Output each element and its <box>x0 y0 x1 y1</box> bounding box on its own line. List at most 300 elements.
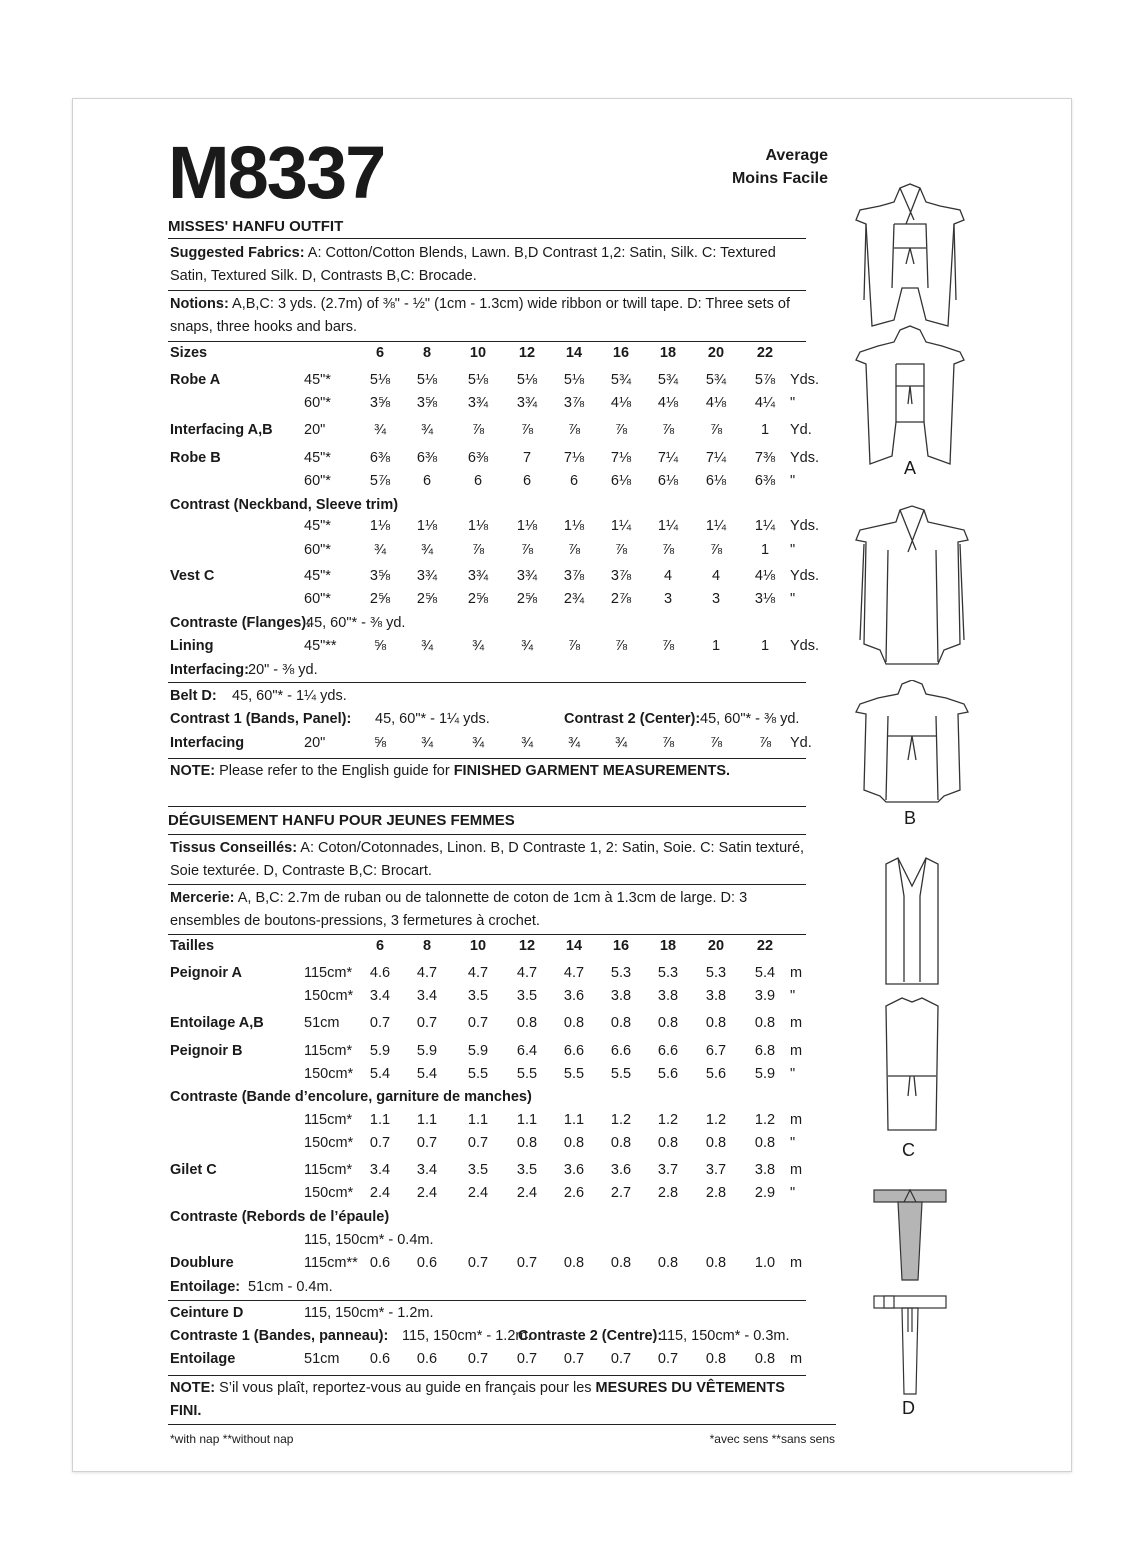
unit: m <box>790 1255 803 1271</box>
yardage-value: 1.1 <box>563 1112 585 1128</box>
fabric-width: 150cm* <box>304 1185 354 1201</box>
yardage-value: 2¾ <box>563 591 585 607</box>
difficulty-level <box>732 144 828 190</box>
unit: " <box>790 473 796 489</box>
yardage-value: ⅞ <box>567 638 581 654</box>
yardage-value: 6 <box>422 473 432 489</box>
yardage-row <box>0 1112 1140 1134</box>
note-bold: FINISHED GARMENT MEASUREMENTS. <box>453 763 731 779</box>
contrast1-label: Contraste 1 (Bandes, panneau): <box>170 1328 389 1344</box>
yardage-value: 6⅜ <box>467 450 489 466</box>
yardage-value: 1.0 <box>754 1255 776 1271</box>
yardage-value: 0.8 <box>705 1351 727 1367</box>
yardage-value: 2.4 <box>369 1185 391 1201</box>
yardage-value: ⅞ <box>567 542 581 558</box>
yardage-row <box>0 988 1140 1010</box>
yardage-value: 3.6 <box>610 1162 632 1178</box>
yardage-value: 3.5 <box>467 1162 489 1178</box>
fabric-width: 115cm* <box>304 1162 353 1178</box>
yardage-value: 0.7 <box>657 1351 679 1367</box>
fabric-width: 60"* <box>304 473 331 489</box>
yardage-value: 3⅞ <box>610 568 632 584</box>
unit: " <box>790 542 796 558</box>
yardage-value: 3.5 <box>516 1162 538 1178</box>
yardage-value: ⅞ <box>709 735 723 751</box>
sizes-header-row <box>0 938 1140 960</box>
yardage-value: 0.7 <box>369 1135 391 1151</box>
yardage-value: 6 <box>473 473 483 489</box>
fabric-width: 60"* <box>304 542 331 558</box>
yardage-value: ⅞ <box>661 422 675 438</box>
yardage-value: 0.8 <box>563 1255 585 1271</box>
yardage-value: 4⅛ <box>657 395 679 411</box>
yardage-value: 0.7 <box>369 1015 391 1031</box>
yardage-value: 0.8 <box>563 1135 585 1151</box>
unit: " <box>790 988 796 1004</box>
fabric-width: 150cm* <box>304 1135 354 1151</box>
belt-value: 45, 60"* - 1¼ yds. <box>232 688 347 704</box>
yardage-value: 5.6 <box>705 1066 727 1082</box>
yardage-value: 3¾ <box>467 568 489 584</box>
yardage-value: 3¾ <box>516 568 538 584</box>
fabric-width: 20" <box>304 735 326 751</box>
unit: m <box>790 1043 803 1059</box>
yardage-value: 4⅛ <box>705 395 727 411</box>
yardage-value: 5⅛ <box>416 372 438 388</box>
divider <box>168 341 806 342</box>
yardage-value: 4.7 <box>416 965 438 981</box>
view-d-label: D <box>902 1398 915 1418</box>
yardage-value: 3.4 <box>369 1162 391 1178</box>
yardage-value: ¾ <box>471 638 485 654</box>
yardage-value: ⅞ <box>661 542 675 558</box>
fabric-width: 20" - ⅜ yd. <box>248 662 318 678</box>
yardage-value: 7⅜ <box>754 450 776 466</box>
yardage-value: 3.9 <box>754 988 776 1004</box>
fabric-width: 115cm* <box>304 965 353 981</box>
yardage-value: 3.4 <box>416 988 438 1004</box>
yardage-value: 5¾ <box>610 372 632 388</box>
yardage-value: 6.6 <box>610 1043 632 1059</box>
yardage-value: 6 <box>522 473 532 489</box>
yardage-value: 1.2 <box>657 1112 679 1128</box>
yardage-value: 0.8 <box>705 1135 727 1151</box>
belt-label: Belt D: <box>170 688 217 704</box>
yardage-row <box>0 1135 1140 1157</box>
yardage-value: 6⅜ <box>416 450 438 466</box>
note-text: S’il vous plaît, reportez-vous au guide en français pour les <box>219 1380 592 1396</box>
yardage-value: 1.2 <box>754 1112 776 1128</box>
yardage-value: 5.5 <box>467 1066 489 1082</box>
fabric-width: 45"** <box>304 638 337 654</box>
view-d-front-illustration <box>870 1186 950 1286</box>
yardage-value: 1.1 <box>369 1112 391 1128</box>
yardage-value: 5.9 <box>754 1066 776 1082</box>
note-en <box>170 760 810 783</box>
interfacing-label: Entoilage <box>170 1351 236 1367</box>
fabric-width: 60"* <box>304 591 331 607</box>
yardage-value: 0.7 <box>610 1351 632 1367</box>
fabric-width: 20" <box>304 422 326 438</box>
yardage-value: 0.7 <box>416 1135 438 1151</box>
yardage-value: 1⅛ <box>563 518 585 534</box>
yardage-value: 6.8 <box>754 1043 776 1059</box>
unit: m <box>790 1015 803 1031</box>
yardage-value: 0.7 <box>467 1135 489 1151</box>
yardage-value: ⅞ <box>709 542 723 558</box>
yardage-value: 5¾ <box>705 372 727 388</box>
fabric-width: 45"* <box>304 450 331 466</box>
yardage-value: 6⅛ <box>610 473 632 489</box>
yardage-value: 4⅛ <box>754 568 776 584</box>
yardage-value: 1 <box>760 542 770 558</box>
yardage-value: 5⅞ <box>754 372 776 388</box>
row-label: Contrast (Neckband, Sleeve trim) <box>170 497 399 513</box>
fabrics-label: Suggested Fabrics: <box>170 245 305 261</box>
yardage-value: 5⅛ <box>516 372 538 388</box>
divider <box>168 1424 836 1425</box>
yardage-value: 3.5 <box>467 988 489 1004</box>
contrast2-value: 115, 150cm* - 0.3m. <box>660 1328 790 1344</box>
row-label: Contraste (Bande d’encolure, garniture de manches) <box>170 1089 532 1105</box>
unit: Yds. <box>790 568 820 584</box>
yardage-value: ⅞ <box>661 735 675 751</box>
yardage-value: ¾ <box>373 422 387 438</box>
yardage-value: 0.8 <box>754 1351 776 1367</box>
yardage-value: 0.6 <box>369 1255 391 1271</box>
yardage-value: ⅞ <box>520 542 534 558</box>
yardage-value: 0.8 <box>657 1015 679 1031</box>
size-18: 18 <box>659 345 677 361</box>
yardage-value: 1¼ <box>657 518 679 534</box>
yardage-row <box>0 1209 1140 1231</box>
yardage-value: 0.8 <box>657 1135 679 1151</box>
yardage-value: 1 <box>711 638 721 654</box>
row-label: Entoilage A,B <box>170 1015 264 1031</box>
yardage-value: 3.4 <box>416 1162 438 1178</box>
divider <box>168 1375 806 1376</box>
footnote-fr: *avec sens **sans sens <box>709 1432 835 1446</box>
unit: " <box>790 1066 796 1082</box>
yardage-value: 0.7 <box>563 1351 585 1367</box>
section-title-fr: DÉGUISEMENT HANFU POUR JEUNES FEMMES <box>168 812 515 829</box>
yardage-row <box>0 1015 1140 1037</box>
view-c-back-illustration <box>880 996 944 1134</box>
fabrics-label: Tissus Conseillés: <box>170 840 298 856</box>
row-label: Contraste (Flanges): <box>170 615 311 631</box>
yardage-value: 2⅝ <box>369 591 391 607</box>
row-label: Entoilage: <box>170 1279 241 1295</box>
row-label: Interfacing: <box>170 662 249 678</box>
yardage-value: 3.7 <box>705 1162 727 1178</box>
size-20: 20 <box>707 938 725 954</box>
unit: " <box>790 591 796 607</box>
yardage-value: 5⅛ <box>369 372 391 388</box>
yardage-value: 0.8 <box>754 1015 776 1031</box>
unit: " <box>790 1185 796 1201</box>
divider <box>168 934 806 935</box>
row-label: Robe B <box>170 450 221 466</box>
interfacing-row <box>0 1351 1140 1373</box>
yardage-value: 5.4 <box>369 1066 391 1082</box>
belt-label: Ceinture D <box>170 1305 244 1321</box>
yardage-value: 5¾ <box>657 372 679 388</box>
yardage-row <box>0 1089 1140 1111</box>
sizes-label: Tailles <box>170 938 215 954</box>
yardage-value: ¾ <box>420 422 434 438</box>
yardage-value: ¾ <box>471 735 485 751</box>
yardage-value: 7¼ <box>705 450 727 466</box>
size-12: 12 <box>518 345 536 361</box>
size-16: 16 <box>612 345 630 361</box>
yardage-value: 4.7 <box>467 965 489 981</box>
yardage-value: 0.7 <box>467 1351 489 1367</box>
contrast1-value: 115, 150cm* - 1.2m. <box>402 1328 532 1344</box>
fabric-width: 150cm* <box>304 988 354 1004</box>
yardage-value: 0.8 <box>610 1015 632 1031</box>
fabrics-en <box>170 242 810 288</box>
unit: Yd. <box>790 422 812 438</box>
yardage-value: 3⅝ <box>416 395 438 411</box>
yardage-value: 0.8 <box>754 1135 776 1151</box>
yardage-value: 6⅛ <box>657 473 679 489</box>
yardage-value: 0.7 <box>516 1351 538 1367</box>
yardage-value: 0.8 <box>657 1255 679 1271</box>
unit: Yds. <box>790 372 820 388</box>
yardage-value: 0.6 <box>416 1255 438 1271</box>
divider <box>168 806 806 807</box>
yardage-value: 0.8 <box>610 1255 632 1271</box>
yardage-value: 5.3 <box>705 965 727 981</box>
fabrics-text: A: Cotton/Cotton Blends, Lawn. B,D Contrast 1,2: Satin, Silk. C: Textured Satin, Textured Silk. D, Contrasts B,C: Brocade. <box>170 245 776 284</box>
size-10: 10 <box>469 345 487 361</box>
yardage-row <box>0 1066 1140 1088</box>
difficulty-en: Average <box>765 147 828 164</box>
yardage-value: 0.7 <box>416 1015 438 1031</box>
notions-label: Mercerie: <box>170 890 235 906</box>
fabric-width: 150cm* <box>304 1066 354 1082</box>
yardage-value: 4¼ <box>754 395 776 411</box>
yardage-value: ¾ <box>520 735 534 751</box>
belt-row <box>0 1305 1140 1327</box>
yardage-value: 3⅛ <box>754 591 776 607</box>
yardage-value: 3⅝ <box>369 568 391 584</box>
divider <box>168 238 806 239</box>
yardage-value: 3.8 <box>610 988 632 1004</box>
yardage-value: ¾ <box>614 735 628 751</box>
yardage-value: 5⅞ <box>369 473 391 489</box>
yardage-row <box>0 1185 1140 1207</box>
fabric-width: 115, 150cm* - 0.4m. <box>304 1232 434 1248</box>
belt-value: 115, 150cm* - 1.2m. <box>304 1305 434 1321</box>
view-d-back-illustration <box>870 1292 950 1396</box>
yardage-value: 4.7 <box>516 965 538 981</box>
yardage-row <box>0 965 1140 987</box>
row-label: Robe A <box>170 372 221 388</box>
unit: m <box>790 1112 803 1128</box>
yardage-value: 3 <box>663 591 673 607</box>
notions-en <box>170 293 810 339</box>
yardage-value: 1 <box>760 638 770 654</box>
yardage-value: 6⅜ <box>369 450 391 466</box>
divider <box>168 834 806 835</box>
yardage-value: ⅞ <box>758 735 772 751</box>
fabric-width: 60"* <box>304 395 331 411</box>
size-14: 14 <box>565 345 583 361</box>
yardage-value: 1⅛ <box>467 518 489 534</box>
yardage-row <box>0 1255 1140 1277</box>
notions-label: Notions: <box>170 296 229 312</box>
fabric-width: 51cm - 0.4m. <box>248 1279 333 1295</box>
yardage-value: 2.4 <box>416 1185 438 1201</box>
yardage-value: 5.4 <box>754 965 776 981</box>
row-label: Contraste (Rebords de l’épaule) <box>170 1209 390 1225</box>
view-c-label: C <box>902 1140 915 1160</box>
yardage-value: 6.6 <box>657 1043 679 1059</box>
contrast1-label: Contrast 1 (Bands, Panel): <box>170 711 352 727</box>
sizes-label: Sizes <box>170 345 208 361</box>
notions-text: A,B,C: 3 yds. (2.7m) of ⅜" - ½" (1cm - 1.3cm) wide ribbon or twill tape. D: Three sets of snaps, three hooks and bars. <box>170 296 791 335</box>
pattern-number: M8337 <box>168 131 385 214</box>
yardage-value: ⅞ <box>614 422 628 438</box>
yardage-value: 6.7 <box>705 1043 727 1059</box>
yardage-value: 3⅞ <box>563 568 585 584</box>
yardage-value: ⅞ <box>661 638 675 654</box>
unit: m <box>790 1162 803 1178</box>
yardage-value: 0.8 <box>563 1015 585 1031</box>
yardage-value: 2.4 <box>516 1185 538 1201</box>
yardage-value: 3.6 <box>563 988 585 1004</box>
yardage-value: 4⅛ <box>610 395 632 411</box>
size-22: 22 <box>756 345 774 361</box>
view-a-back-illustration <box>848 324 972 466</box>
yardage-value: ¾ <box>520 638 534 654</box>
unit: m <box>790 1351 803 1367</box>
fabric-width: 115cm** <box>304 1255 358 1271</box>
yardage-value: 1 <box>760 422 770 438</box>
yardage-value: 3.7 <box>657 1162 679 1178</box>
yardage-value: 4 <box>711 568 721 584</box>
yardage-value: 3¾ <box>467 395 489 411</box>
row-label: Lining <box>170 638 214 654</box>
note-bold: MESURES DU VÊTEMENTS FINI. <box>170 1380 785 1419</box>
view-b-back-illustration <box>852 680 972 804</box>
row-label: Gilet C <box>170 1162 217 1178</box>
yardage-value: 5.3 <box>610 965 632 981</box>
unit: " <box>790 1135 796 1151</box>
note-label: NOTE: <box>170 1380 216 1396</box>
yardage-value: 4 <box>663 568 673 584</box>
yardage-value: 0.8 <box>705 1255 727 1271</box>
yardage-value: 0.7 <box>516 1255 538 1271</box>
yardage-value: ¾ <box>420 638 434 654</box>
yardage-value: 5.9 <box>467 1043 489 1059</box>
yardage-value: 7⅛ <box>610 450 632 466</box>
yardage-value: 3 <box>711 591 721 607</box>
yardage-value: 0.8 <box>705 1015 727 1031</box>
notions-fr <box>170 887 810 933</box>
fabric-width: 115cm* <box>304 1112 353 1128</box>
yardage-value: 1.1 <box>516 1112 538 1128</box>
yardage-value: 0.7 <box>467 1255 489 1271</box>
yardage-value: 2⅝ <box>467 591 489 607</box>
yardage-value: 0.6 <box>369 1351 391 1367</box>
yardage-value: 1¼ <box>610 518 632 534</box>
yardage-value: 5⅛ <box>563 372 585 388</box>
yardage-value: 2.6 <box>563 1185 585 1201</box>
yardage-value: ¾ <box>567 735 581 751</box>
yardage-value: 3.5 <box>516 988 538 1004</box>
yardage-row <box>0 473 1140 495</box>
yardage-value: 5.4 <box>416 1066 438 1082</box>
yardage-value: 2.4 <box>467 1185 489 1201</box>
yardage-value: 2.8 <box>705 1185 727 1201</box>
yardage-value: 5.5 <box>516 1066 538 1082</box>
yardage-value: 1⅛ <box>516 518 538 534</box>
yardage-value: 1.2 <box>610 1112 632 1128</box>
yardage-value: 1¼ <box>705 518 727 534</box>
fabric-width: 51cm <box>304 1015 340 1031</box>
size-14: 14 <box>565 938 583 954</box>
size-20: 20 <box>707 345 725 361</box>
unit: Yds. <box>790 638 820 654</box>
yardage-value: 6.4 <box>516 1043 538 1059</box>
yardage-value: 2.9 <box>754 1185 776 1201</box>
yardage-value: 5.5 <box>563 1066 585 1082</box>
fabric-width: 45"* <box>304 568 331 584</box>
note-fr <box>170 1377 810 1423</box>
view-b-front-illustration <box>852 504 972 674</box>
yardage-value: 6⅛ <box>705 473 727 489</box>
yardage-value: 0.6 <box>416 1351 438 1367</box>
footnote-en: *with nap **without nap <box>170 1432 294 1446</box>
yardage-value: 1.2 <box>705 1112 727 1128</box>
size-6: 6 <box>375 938 385 954</box>
yardage-value: 7⅛ <box>563 450 585 466</box>
yardage-value: 6.6 <box>563 1043 585 1059</box>
size-22: 22 <box>756 938 774 954</box>
yardage-value: 0.7 <box>467 1015 489 1031</box>
yardage-value: 2.7 <box>610 1185 632 1201</box>
yardage-value: 4.7 <box>563 965 585 981</box>
yardage-value: ¾ <box>420 735 434 751</box>
row-label: Interfacing A,B <box>170 422 273 438</box>
size-18: 18 <box>659 938 677 954</box>
fabrics-fr <box>170 837 810 883</box>
yardage-value: 3¾ <box>416 568 438 584</box>
difficulty-fr: Moins Facile <box>731 170 828 187</box>
note-text: Please refer to the English guide for <box>219 763 450 779</box>
yardage-value: 3⅞ <box>563 395 585 411</box>
yardage-value: 3.4 <box>369 988 391 1004</box>
row-label: Vest C <box>170 568 215 584</box>
unit: Yd. <box>790 735 812 751</box>
yardage-value: 1¼ <box>754 518 776 534</box>
fabric-width: 45"* <box>304 372 331 388</box>
yardage-value: 3¾ <box>516 395 538 411</box>
divider <box>168 758 806 759</box>
yardage-value: ⅞ <box>471 542 485 558</box>
unit: m <box>790 965 803 981</box>
contrast2-label: Contraste 2 (Centre): <box>518 1328 663 1344</box>
yardage-value: 1.1 <box>416 1112 438 1128</box>
contrast-row <box>0 1328 1140 1350</box>
divider <box>168 1300 806 1301</box>
section-title-en: MISSES' HANFU OUTFIT <box>168 218 344 235</box>
yardage-row <box>0 1279 1140 1301</box>
fabric-width: 115cm* <box>304 1043 353 1059</box>
yardage-value: 5.3 <box>657 965 679 981</box>
